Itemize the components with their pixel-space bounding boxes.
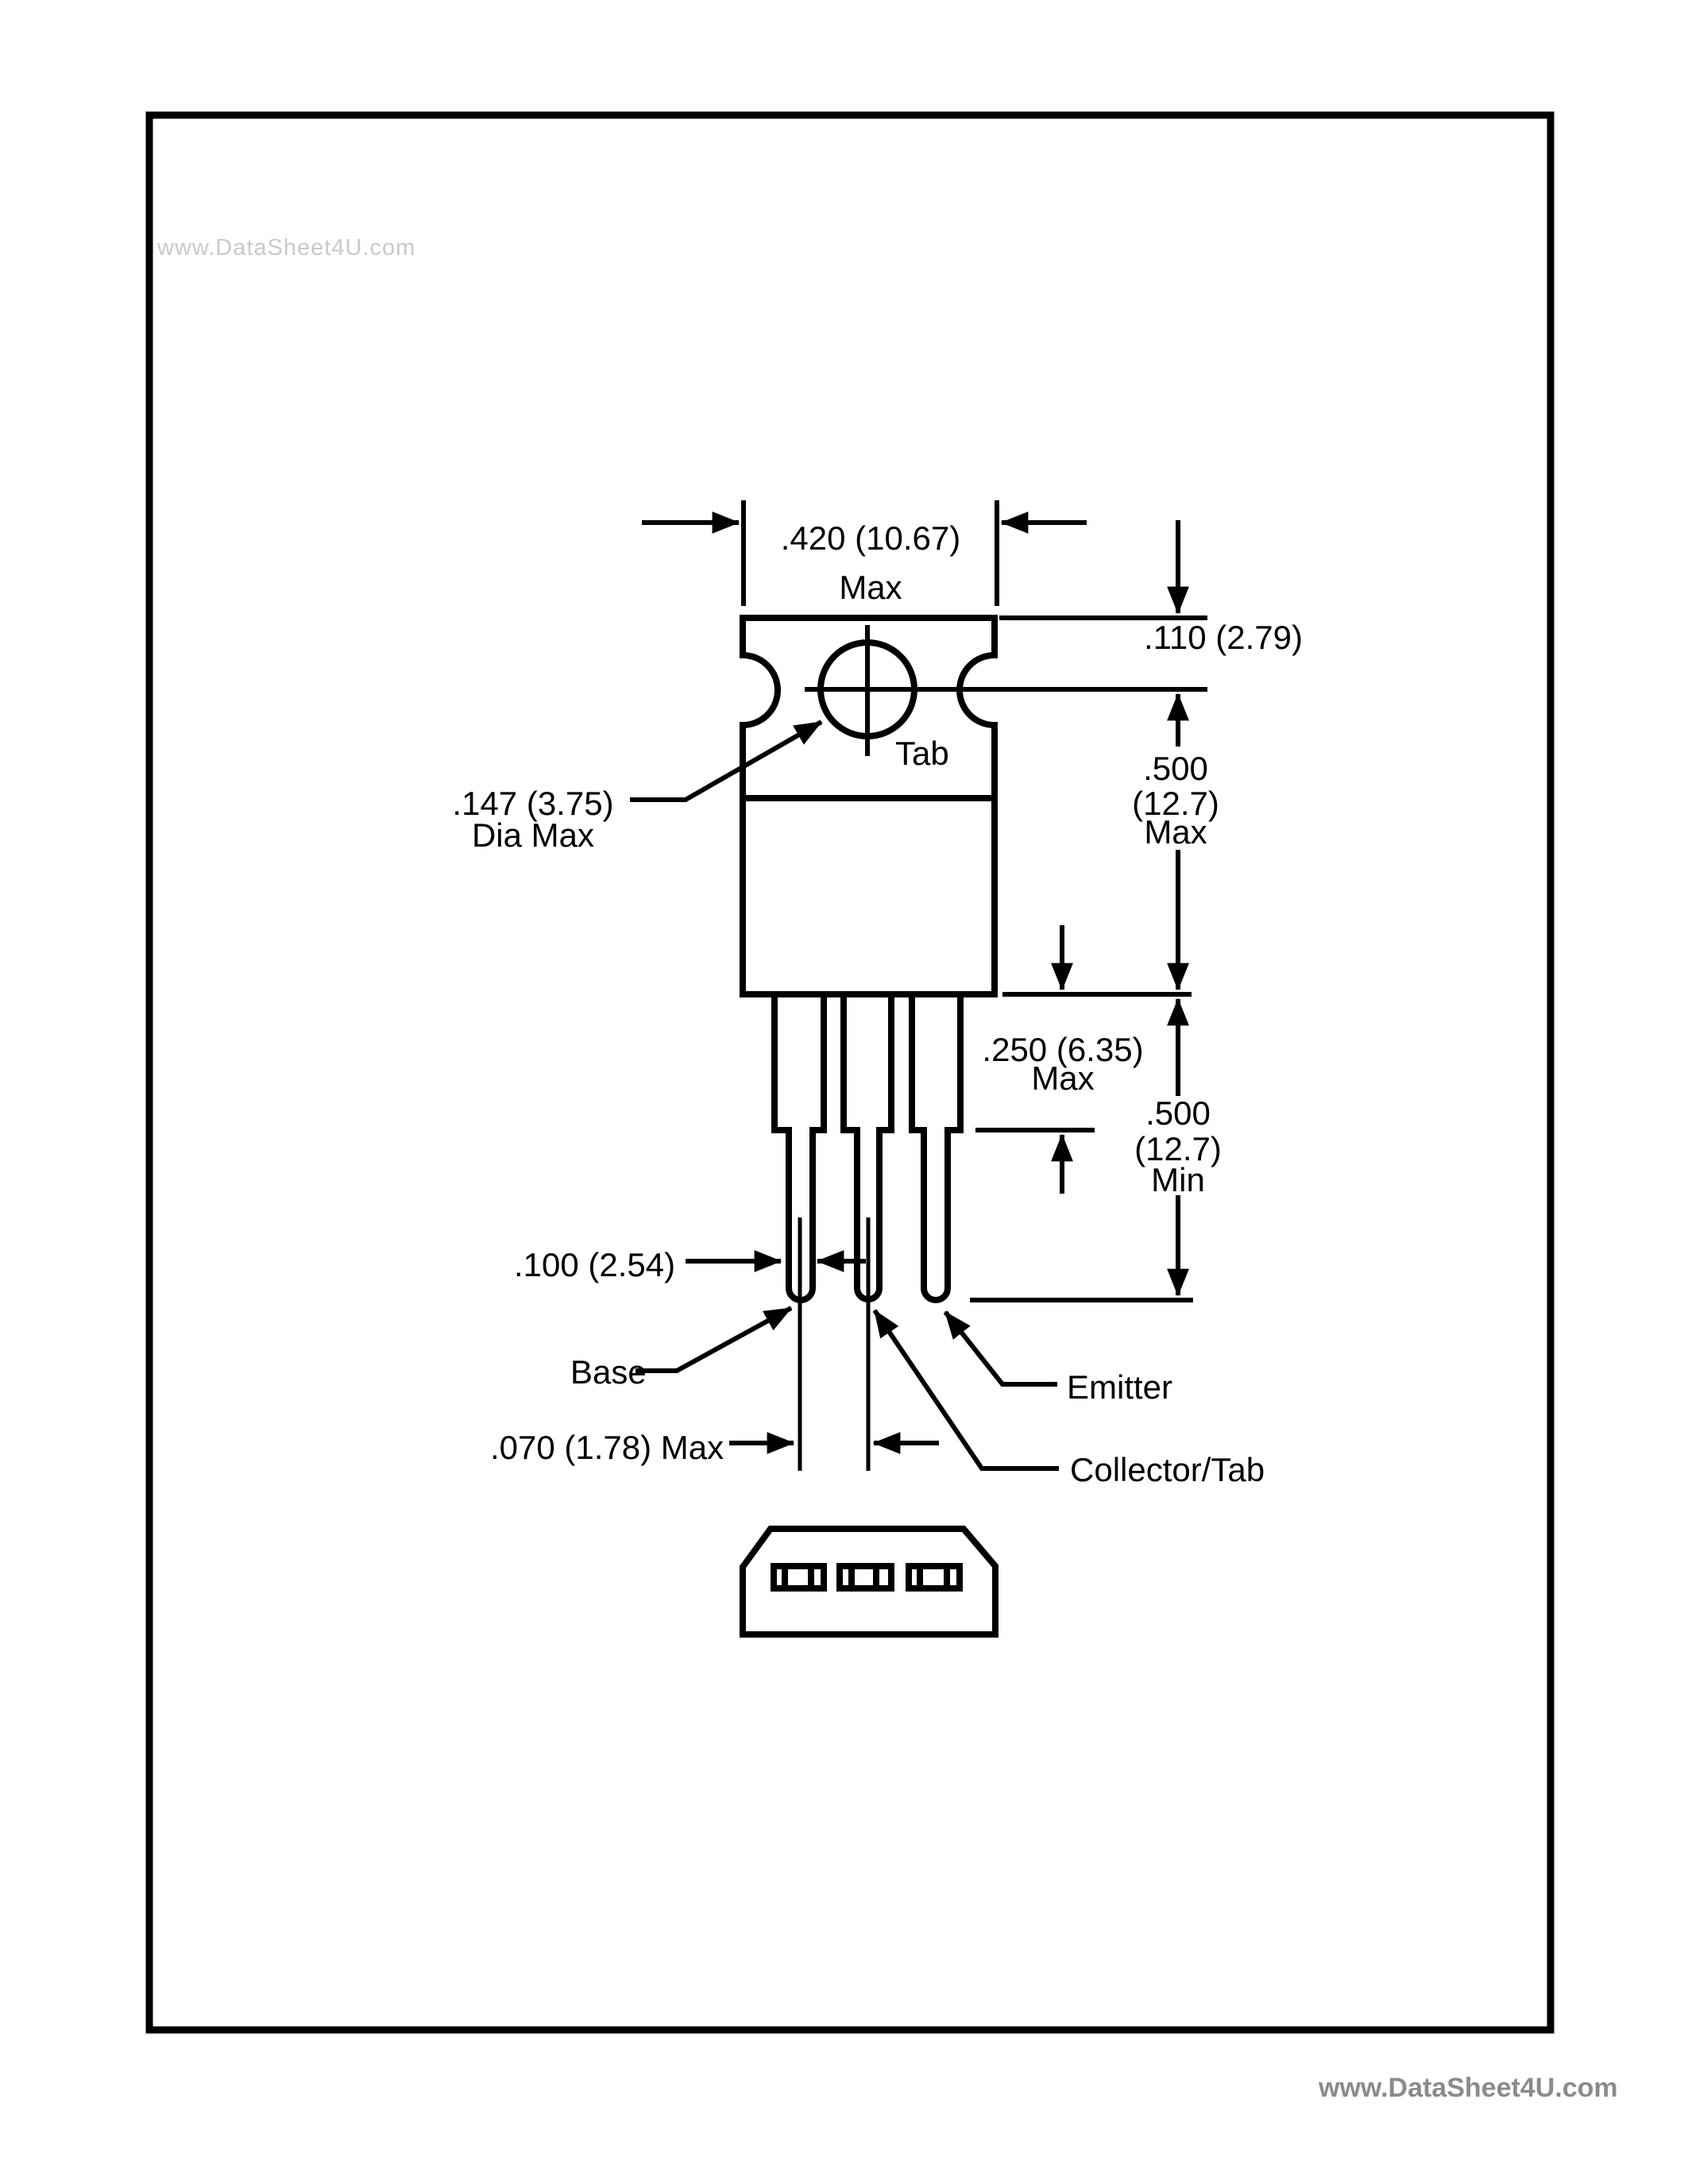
dim-body-height-line3: Max bbox=[1144, 813, 1207, 851]
lead-3 bbox=[912, 994, 960, 1300]
tab-label: Tab bbox=[895, 735, 949, 772]
dim-lead-length-line3: Min bbox=[1151, 1161, 1205, 1198]
page-border bbox=[149, 115, 1551, 2030]
dim-width-qualifier: Max bbox=[839, 569, 902, 606]
bottom-view bbox=[743, 1529, 995, 1634]
dim-hole-label: .147 (3.75) bbox=[452, 785, 614, 822]
dim-lead-length-line1: .500 bbox=[1145, 1094, 1211, 1132]
dim-shoulder-label: .250 (6.35) bbox=[982, 1031, 1144, 1068]
dimension-lines bbox=[630, 500, 1207, 1468]
dim-tab-height-label: .110 (2.79) bbox=[1144, 619, 1304, 656]
dim-hole-qualifier: Dia Max bbox=[471, 816, 595, 854]
bottom-view-pad-1 bbox=[774, 1566, 824, 1588]
base-label: Base bbox=[570, 1353, 647, 1391]
emitter-label: Emitter bbox=[1067, 1368, 1173, 1406]
emitter-leader bbox=[945, 1312, 1057, 1384]
dim-lead-width-label: .070 (1.78) Max bbox=[490, 1429, 724, 1466]
bottom-view-pad-2 bbox=[840, 1566, 891, 1588]
base-leader bbox=[635, 1308, 791, 1371]
dim-body-height-line1: .500 bbox=[1143, 750, 1208, 787]
dim-pitch-label: .100 (2.54) bbox=[514, 1246, 676, 1283]
dim-shoulder-qualifier: Max bbox=[1031, 1059, 1095, 1097]
watermark-bottom-right: www.DataSheet4U.com bbox=[1319, 2073, 1618, 2103]
hole-dia-leader bbox=[630, 722, 821, 800]
dim-width-label: .420 (10.67) bbox=[780, 519, 961, 557]
dim-lead-length-line2: (12.7) bbox=[1134, 1130, 1222, 1167]
collector-label: Collector/Tab bbox=[1070, 1451, 1265, 1488]
dim-body-height-line2: (12.7) bbox=[1132, 785, 1219, 822]
bottom-view-pad-3 bbox=[909, 1566, 960, 1588]
watermark-top-left: www.DataSheet4U.com bbox=[157, 235, 416, 260]
